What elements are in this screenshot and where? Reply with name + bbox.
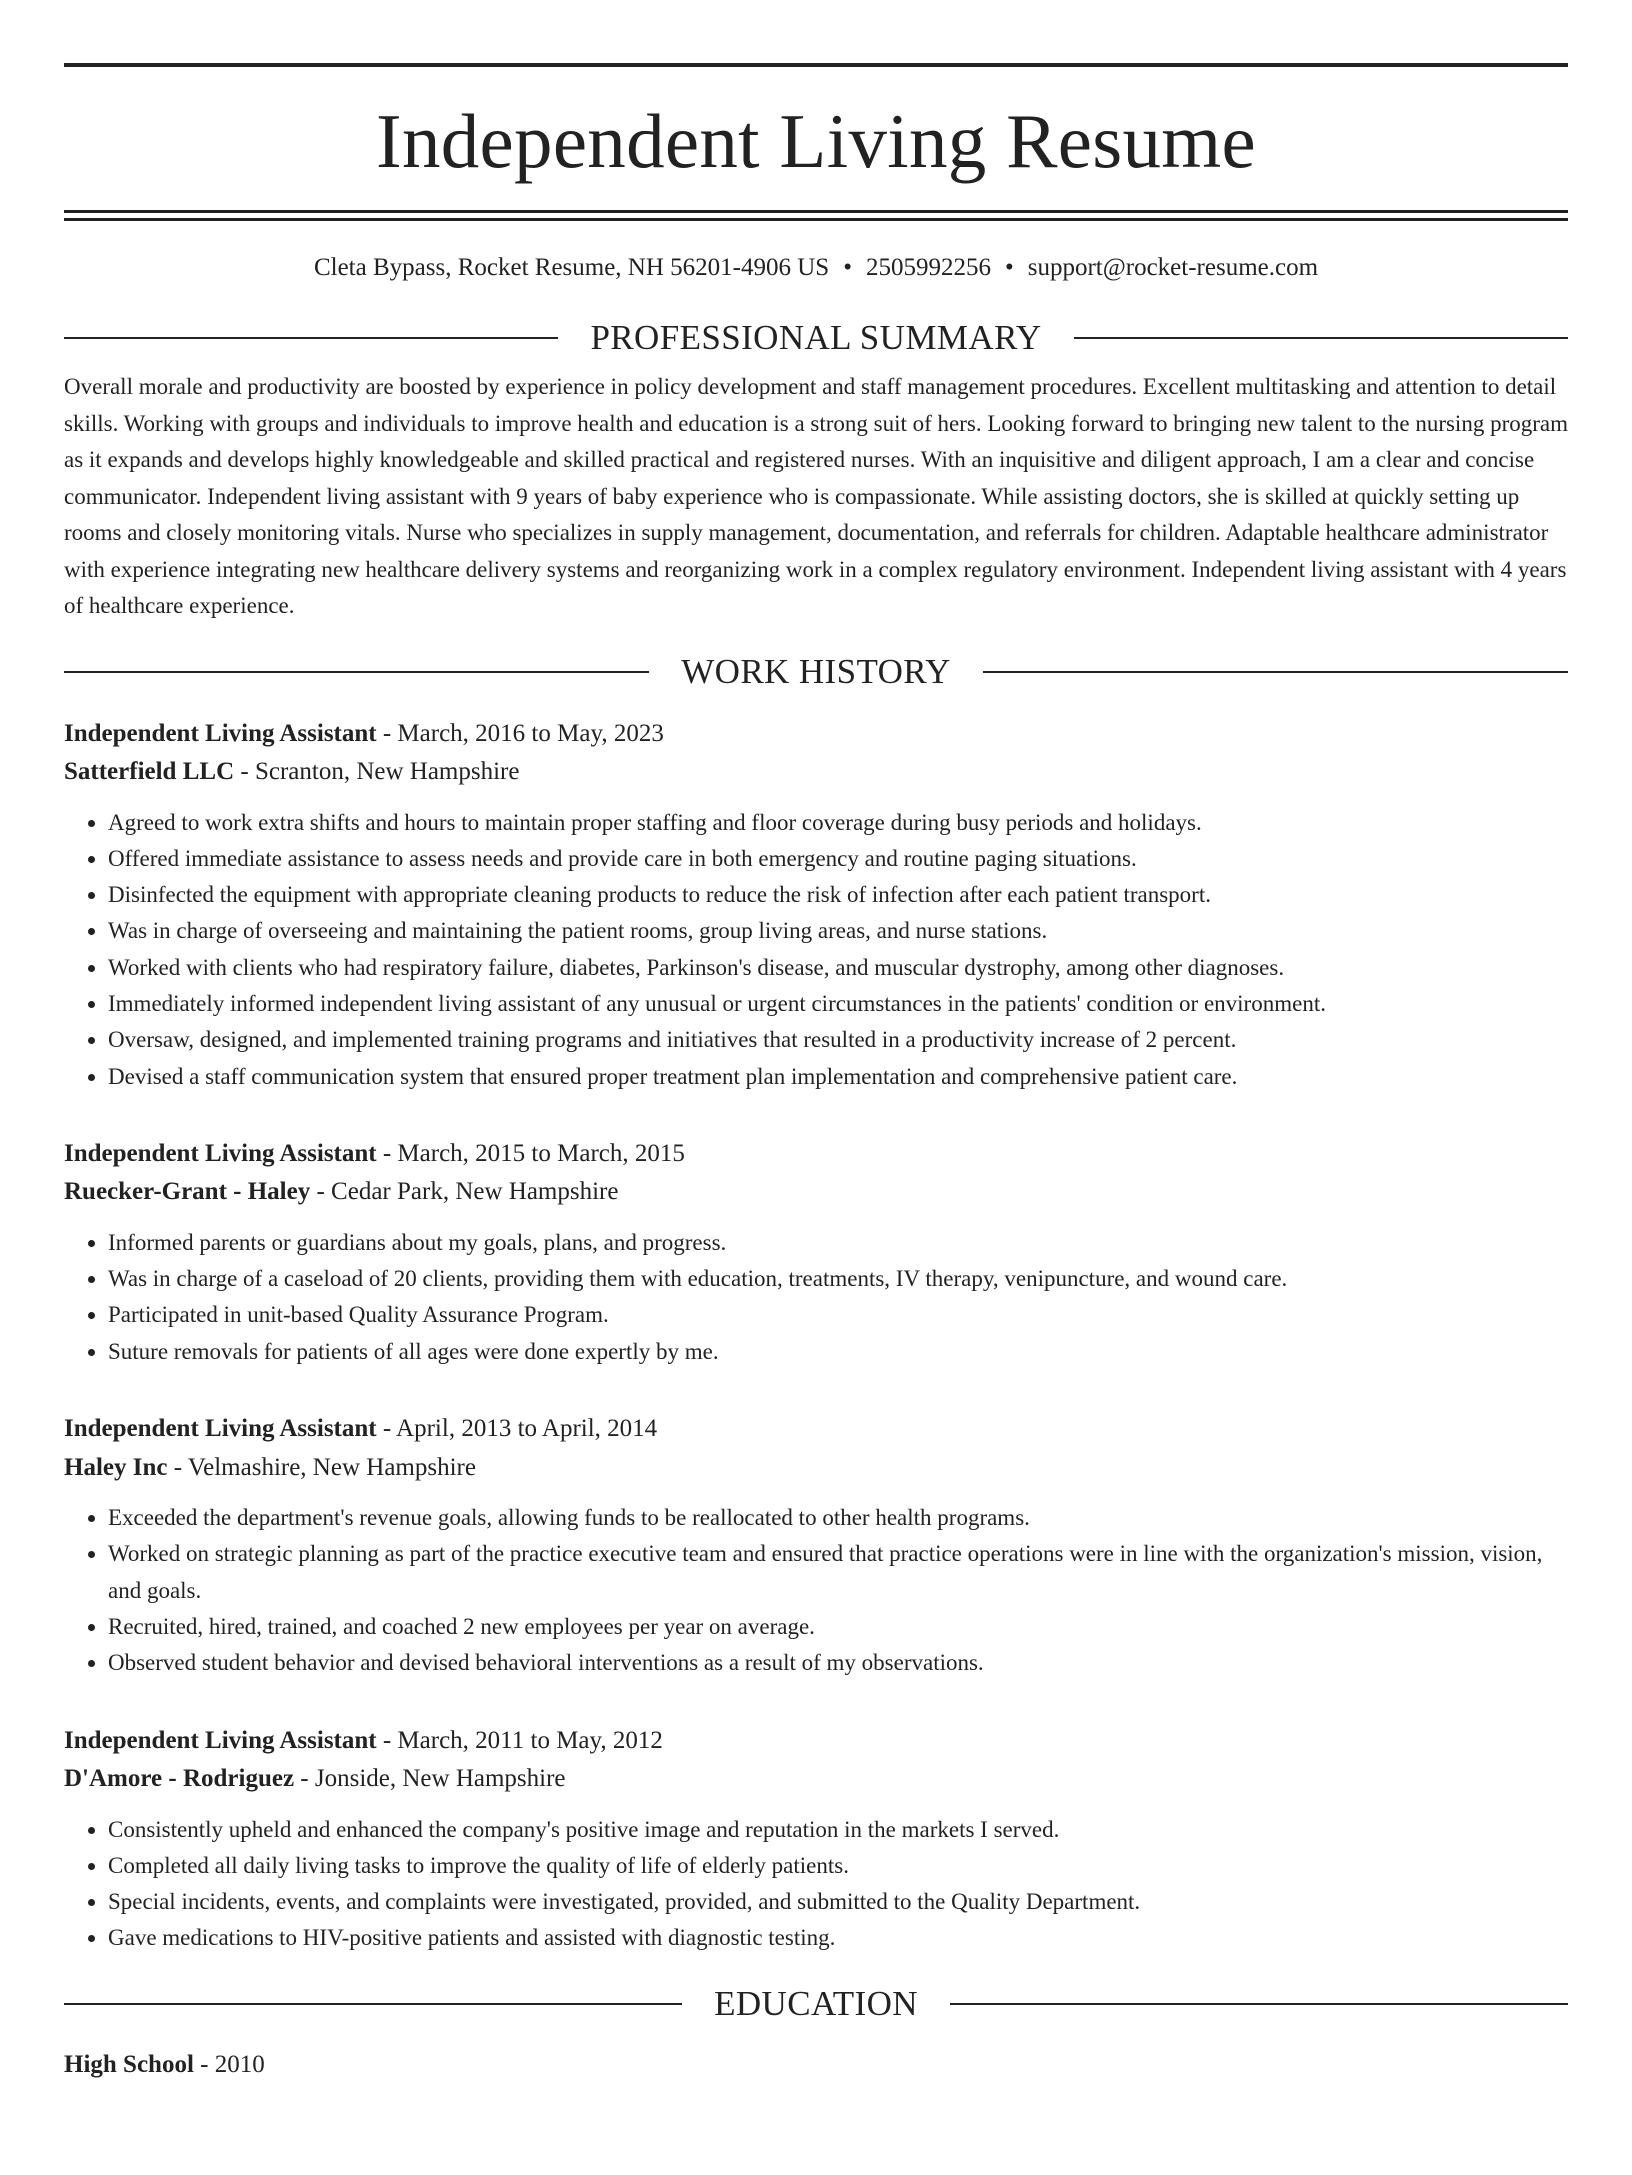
summary-section-heading xyxy=(64,317,1568,359)
job-dates: - April, 2013 to April, 2014 xyxy=(376,1415,658,1443)
job-title: Independent Living Assistant xyxy=(64,719,377,747)
work-section-heading xyxy=(64,651,1568,693)
top-rule xyxy=(64,63,1568,67)
job-title: Independent Living Assistant xyxy=(64,1415,377,1443)
job-title-line xyxy=(64,715,1568,754)
job-title: Independent Living Assistant xyxy=(64,1726,377,1754)
job-company-line xyxy=(64,1173,1568,1212)
job-bullets xyxy=(64,1225,1568,1370)
job-company: D'Amore - Rodriguez xyxy=(64,1765,295,1793)
job-company-line xyxy=(64,1449,1568,1488)
list-item: • Recruited, hired, trained, and coached 2 new employees per year on average. xyxy=(108,1609,1568,1645)
job-title-line xyxy=(64,1722,1568,1761)
list-item: • Worked with clients who had respiratory failure, diabetes, Parkinson's disease, and muscular dystrophy, among other diagnoses. xyxy=(108,950,1568,986)
list-item: • Devised a staff communication system that ensured proper treatment plan implementation and comprehensive patient care. xyxy=(108,1059,1568,1095)
job-company-line xyxy=(64,753,1568,792)
job-location: - Scranton, New Hampshire xyxy=(234,758,520,785)
list-item: • Disinfected the equipment with appropriate cleaning products to reduce the risk of infection after each patient transport. xyxy=(108,877,1568,913)
list-item: • Was in charge of a caseload of 20 clients, providing them with education, treatments, IV therapy, venipuncture, and wound care. xyxy=(108,1261,1568,1297)
list-item: • Participated in unit-based Quality Assurance Program. xyxy=(108,1297,1568,1333)
list-item: • Agreed to work extra shifts and hours to maintain proper staffing and floor coverage during busy periods and holidays. xyxy=(108,805,1568,841)
contact-address: Cleta Bypass, Rocket Resume, NH 56201-4906 US xyxy=(313,254,830,281)
contact-phone: 2505992256 xyxy=(865,254,991,281)
heading-rule-right xyxy=(1074,337,1568,339)
summary-paragraph: Overall morale and productivity are boosted by experience in policy development and staff management procedures. Excellent multitasking and attention to detail skills. Working with groups and individuals to improve health and education is a strong suit of hers. Looking forward to bringing new talent to the nursing program as it expands and develops highly knowledgeable and skilled practical and registered nurses. With an inquisitive and diligent approach, I am a clear and concise communicator. Independent living assistant with 9 years of baby experience who is compassionate. While assisting doctors, she is skilled at quickly setting up rooms and closely monitoring vitals. Nurse who specializes in supply management, documentation, and referrals for children. Adaptable healthcare administrator with experience integrating new healthcare delivery systems and reorganizing work in a complex regulatory environment. Independent living assistant with 4 years of healthcare experience. xyxy=(64,374,1568,618)
job-company: Satterfield LLC xyxy=(64,758,235,785)
job-company: Haley Inc xyxy=(64,1453,168,1481)
heading-rule-right xyxy=(983,671,1568,673)
job-location: - Cedar Park, New Hampshire xyxy=(310,1178,619,1206)
summary-heading: PROFESSIONAL SUMMARY xyxy=(590,318,1042,357)
list-item: • Exceeded the department's revenue goals, allowing funds to be reallocated to other health programs. xyxy=(108,1500,1568,1536)
education-section-heading xyxy=(64,1983,1568,2025)
heading-rule-left xyxy=(64,2003,682,2005)
heading-rule-left xyxy=(64,671,649,673)
job-entry xyxy=(64,715,1568,1095)
list-item: • Special incidents, events, and complaints were investigated, provided, and submitted to the Quality Department. xyxy=(108,1884,1568,1920)
contact-separator: • xyxy=(1004,254,1014,281)
list-item: • Immediately informed independent living assistant of any unusual or urgent circumstances in the patients' condition or environment. xyxy=(108,986,1568,1022)
job-bullets xyxy=(64,1500,1568,1681)
job-location: - Jonside, New Hampshire xyxy=(294,1765,566,1793)
list-item: • Observed student behavior and devised behavioral interventions as a result of my observations. xyxy=(108,1645,1568,1681)
list-item: • Informed parents or guardians about my goals, plans, and progress. xyxy=(108,1225,1568,1261)
resume-page xyxy=(0,63,1632,2175)
job-company-line xyxy=(64,1760,1568,1799)
education-degree: High School xyxy=(64,2050,194,2078)
list-item: • Worked on strategic planning as part of the practice executive team and ensured that practice operations were in line with the organization's mission, vision, and goals. xyxy=(108,1536,1568,1609)
job-title-line xyxy=(64,1135,1568,1174)
contact-separator: • xyxy=(843,254,852,281)
job-dates: - March, 2016 to May, 2023 xyxy=(376,719,664,747)
job-company: Ruecker-Grant - Haley xyxy=(64,1178,311,1206)
list-item: • Suture removals for patients of all ages were done expertly by me. xyxy=(108,1334,1568,1370)
contact-email: support@rocket-resume.com xyxy=(1027,254,1319,281)
heading-rule-left xyxy=(64,337,558,339)
list-item: • Oversaw, designed, and implemented training programs and initiatives that resulted in a productivity increase of 2 percent. xyxy=(108,1022,1568,1058)
title-double-rule xyxy=(64,210,1568,221)
job-dates: - March, 2015 to March, 2015 xyxy=(376,1139,685,1167)
job-bullets xyxy=(64,1812,1568,1957)
list-item: • Completed all daily living tasks to improve the quality of life of elderly patients. xyxy=(108,1848,1568,1884)
job-title: Independent Living Assistant xyxy=(64,1139,377,1167)
education-entry xyxy=(64,2047,1568,2083)
job-dates: - March, 2011 to May, 2012 xyxy=(376,1726,663,1754)
contact-line xyxy=(64,253,1568,283)
job-entry xyxy=(64,1135,1568,1370)
list-item: • Offered immediate assistance to assess needs and provide care in both emergency and routine paging situations. xyxy=(108,841,1568,877)
list-item: • Gave medications to HIV-positive patients and assisted with diagnostic testing. xyxy=(108,1920,1568,1956)
job-entry xyxy=(64,1722,1568,1957)
work-heading: WORK HISTORY xyxy=(681,651,951,691)
list-item: • Consistently upheld and enhanced the company's positive image and reputation in the markets I served. xyxy=(108,1812,1568,1848)
job-location: - Velmashire, New Hampshire xyxy=(167,1453,476,1481)
list-item: • Was in charge of overseeing and maintaining the patient rooms, group living areas, and nurse stations. xyxy=(108,913,1568,949)
job-entry xyxy=(64,1410,1568,1681)
heading-rule-right xyxy=(950,2003,1568,2005)
education-heading: EDUCATION xyxy=(714,1983,918,2023)
work-history-list xyxy=(64,715,1568,1957)
job-title-line xyxy=(64,1410,1568,1449)
job-bullets xyxy=(64,805,1568,1095)
resume-title: Independent Living Resume xyxy=(376,98,1256,184)
education-year: - 2010 xyxy=(193,2050,265,2078)
